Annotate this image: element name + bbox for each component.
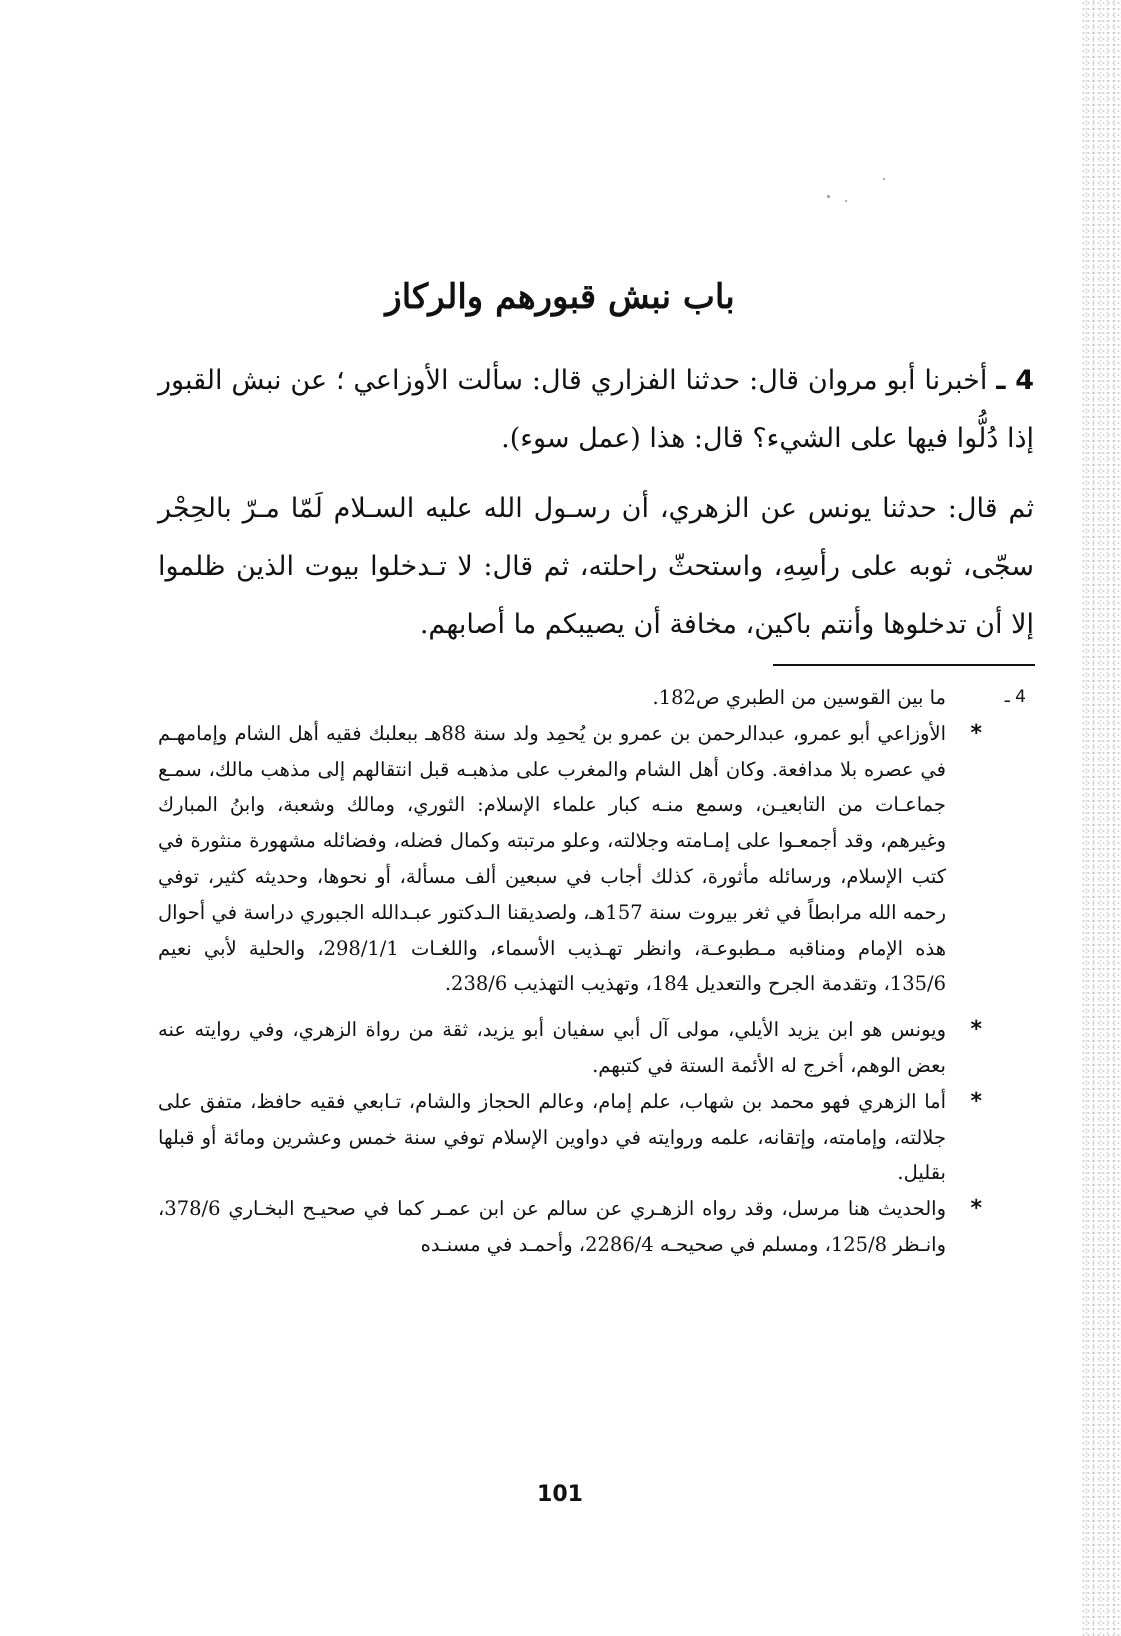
footnote-2 — [158, 716, 988, 1002]
hadith-text-1: أخبرنا أبو مروان قال: حدثنا الفزاري قال: سألت الأوزاعي ؛ عن نبش القبور إذا دُلُّوا فيها على الشيء؟ قال: هذا (عمل سوء). — [158, 365, 1034, 454]
scan-edge-noise — [1081, 0, 1121, 1636]
footnote-5 — [158, 1191, 988, 1263]
scan-speck — [845, 200, 847, 202]
hadith-paragraph-2: ثم قال: حدثنا يونس عن الزهري، أن رسـول الله عليه السـلام لَمّا مـرّ بالحِجْر سجّى، ثوبه على رأسِهِ، واستحثّ راحلته، ثم قال: لا تـدخلوا بيوت الذين ظلموا إلا أن تدخلوها وأنتم باكين، مخافة أن يصيبكم ما أصابهم. — [158, 493, 1034, 640]
footnote-text: الأوزاعي أبو عمرو، عبدالرحمن بن عمرو بن يُحمِد ولد سنة 88هـ ببعلبك فقيه أهل الشام وإمامهـم في عصره بلا مدافعة. وكان أهل الشام والمغرب على مذهبـه قبل انتقالهم إلى مذهب مالك، سمـع جماعـات من التابعيـن، وسمع منـه كبار علماء الإسلام: الثوري، ومالك وشعبة، وابنُ المبارك وغيرهم، وقد أجمعـوا على إمـامته وجلالته، وعلو مرتبته وكمال فضله، وفضائله مشهورة منثورة في كتب الإسلام، ورسائله مأثورة، كذلك أجاب في سبعين ألف مسألة، أو نحوها، وحديثه كثير، توفي رحمه الله مرابطاً في ثغر بيروت سنة 157هـ، ولصديقنا الـدكتور عبـدالله الجبوري دراسة في أحوال هذه الإمام ومناقبه مـطبوعـة، وانظر تهـذيب الأسماء، واللغـات 298/1/1، والحلية لأبي نعيم 135/6، وتقدمة الجرح والتعديل 184، وتهذيب التهذيب 238/6. — [158, 721, 946, 996]
footnote-text: والحديث هنا مرسل، وقد رواه الزهـري عن سالم عن ابن عمـر كما في صحيـح البخـاري 378/6، وانـظر 125/8، ومسلم في صحيحـه 2286/4، وأحمـد في مسنـده — [158, 1197, 946, 1256]
asterisk-marker: * — [970, 1196, 982, 1222]
chapter-title: باب نبش قبورهم والركاز — [385, 276, 735, 317]
footnote-4 — [158, 1084, 988, 1191]
footnote-1 — [158, 680, 1026, 716]
footnote-text: ويونس هو ابن يزيد الأيلي، مولى آل أبي سفيان أبو يزيد، ثقة من رواة الزهري، وفي روايته عنه بعض الوهم، أخرج له الأئمة الستة في كتبهم. — [158, 1018, 946, 1077]
footnote-marker: 4 ـ — [1004, 687, 1026, 707]
footnote-separator — [773, 664, 1035, 666]
scan-speck — [827, 195, 830, 198]
asterisk-marker: * — [970, 1088, 982, 1114]
footnote-text: أما الزهري فهو محمد بن شهاب، علم إمام، وعالم الحجاز والشام، تـابعي فقيه حافظ، متفق على جلالته، وإمامته، وإتقانه، علمه وروايته في دواوين الإسلام توفي سنة خمس وعشرين ومائة أو قبلها بقليل. — [158, 1089, 946, 1185]
hadith-number: 4 ـ — [996, 365, 1034, 396]
asterisk-marker: * — [970, 720, 982, 746]
main-text — [158, 352, 1034, 666]
footnote-3 — [158, 1012, 988, 1084]
scan-speck — [883, 178, 885, 180]
footnote-text: ما بين القوسين من الطبري ص182. — [652, 686, 946, 709]
page-number: 101 — [537, 1482, 583, 1507]
hadith-paragraph-1 — [158, 352, 1034, 468]
footnotes — [158, 680, 1026, 1263]
asterisk-marker: * — [970, 1017, 982, 1043]
